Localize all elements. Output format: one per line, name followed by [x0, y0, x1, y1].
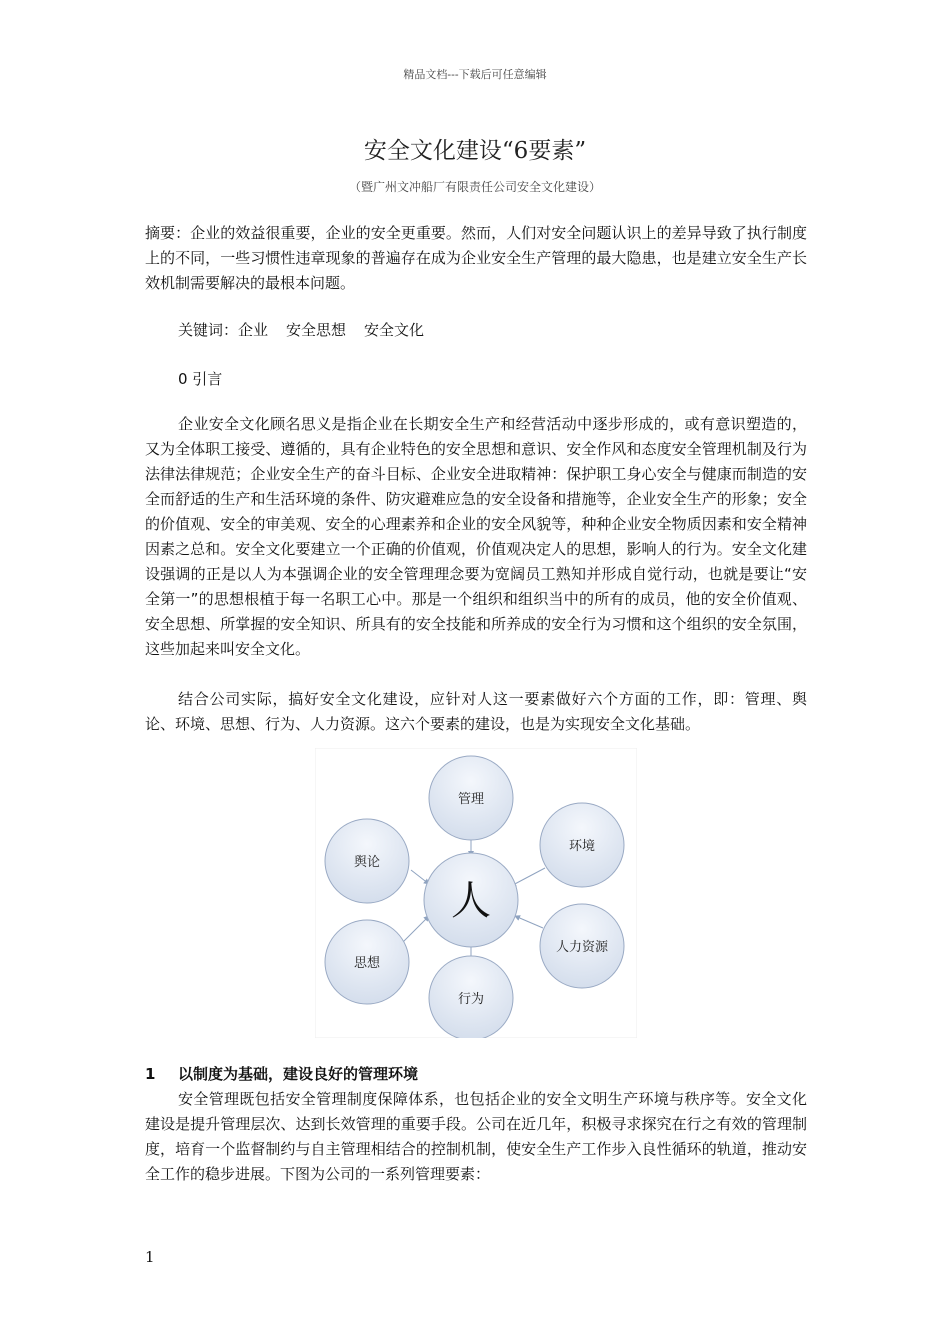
- document-title: 安全文化建设“6要素”: [363, 138, 587, 164]
- node-label: 管理: [457, 792, 485, 807]
- body-paragraph: 结合公司实际，搞好安全文化建设，应针对人这一要素做好六个方面的工作，即：管理、舆论、环境、思想、行为、人力资源。这六个要素的建设，也是为实现安全文化基础。: [145, 690, 807, 733]
- section-number: 1: [145, 1065, 156, 1083]
- document-subtitle: （暨广州文冲船厂有限责任公司安全文化建设）: [348, 180, 601, 194]
- body-paragraph: 企业安全文化顾名思义是指企业在长期安全生产和经营活动中逐步形成的，或有意识塑造的，又为全体职工接受、遵循的，具有企业特色的安全思想和意识、安全作风和态度安全管理机制及行为法律法律规范；企业安全生产的奋斗目标、企业安全进取精神：保护职工身心安全与健康而制造的安全而舒适的生产和生活环境的条件、防灾避难应急的安全设备和措施等，企业安全生产的形象；安全的价值观、安全的审美观、安全的心理素养和企业的安全风貌等，种种企业安全物质因素和安全精神因素之总和。安全文化要建立一个正确的价值观，价值观决定人的思想，影响人的行为。安全文化建设强调的正是以人为本强调企业的安全管理理念要为宽阔员工熟知并形成自觉行动，也就是要让“安全第一”的思想根植于每一名职工心中。那是一个组织和组织当中的所有的成员，他的安全价值观、安全思想、所掌握的安全知识、所具有的安全技能和所养成的安全行为习惯和这个组织的安全氛围，这些加起来叫安全文化。: [145, 415, 807, 658]
- keyword-item: 安全文化: [364, 321, 425, 339]
- section-1-heading: [145, 1062, 807, 1087]
- keyword-item: 安全思想: [286, 321, 347, 339]
- page-number: 1: [145, 1248, 155, 1266]
- keyword-item: 企业: [238, 321, 269, 339]
- node-label: 思想: [353, 956, 381, 971]
- node-label: 行为: [457, 992, 485, 1007]
- diagram-node-human-resources: [540, 904, 624, 988]
- center-node-label: 人: [451, 878, 491, 924]
- six-elements-diagram: [315, 748, 637, 1038]
- abstract-paragraph: 摘要：企业的效益很重要，企业的安全更重要。然而，人们对安全问题认识上的差异导致了执行制度上的不同，一些习惯性违章现象的普遍存在成为企业安全生产管理的最大隐患，也是建立安全生产长效机制需要解决的最根本问题。: [145, 224, 807, 292]
- diagram-center-node: [424, 853, 518, 947]
- diagram-node-thought: [325, 920, 409, 1004]
- section-1-paragraph: 安全管理既包括安全管理制度保障体系，也包括企业的安全文明生产环境与秩序等。安全文化建设是提升管理层次、达到长效管理的重要手段。公司在近几年，积极寻求探究在行之有效的管理制度，培育一个监督制约与自主管理相结合的控制机制，使安全生产工作步入良性循环的轨道，推动安全工作的稳步进展。下图为公司的一系列管理要素：: [145, 1090, 807, 1183]
- page-header: 精品文档---下载后可任意编辑: [403, 68, 547, 81]
- node-label: 舆论: [353, 855, 381, 870]
- diagram-node-management: [429, 756, 513, 840]
- section-title: 以制度为基础，建设良好的管理环境: [178, 1065, 419, 1083]
- keywords-label: 关键词：: [178, 321, 239, 339]
- intro-heading: 0 引言: [178, 370, 223, 388]
- diagram-node-behavior: [429, 956, 513, 1038]
- diagram-node-public-opinion: [325, 819, 409, 903]
- diagram-node-environment: [540, 803, 624, 887]
- node-label: 环境: [568, 839, 596, 854]
- node-label: 人力资源: [555, 940, 609, 955]
- keywords-line: [178, 318, 840, 343]
